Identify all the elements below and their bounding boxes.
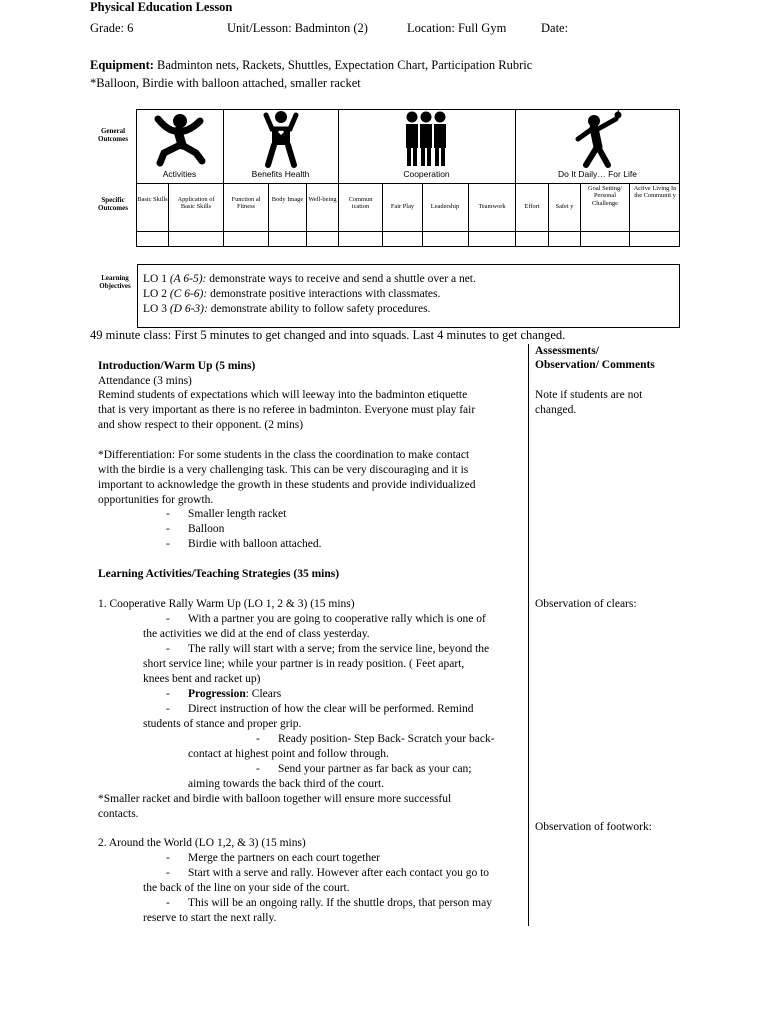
attendance: Attendance (3 mins): [98, 375, 192, 387]
specific-outcome: Goal Setting/ Personal Challenge: [588, 185, 622, 207]
lo-ref: (C 6-6):: [169, 288, 208, 300]
activities-heading: Learning Activities/Teaching Strategies (35 mins): [98, 568, 340, 580]
list-dash: -: [166, 688, 170, 700]
cooperation-figures-icon: [401, 109, 451, 169]
progression-label: Progression: [188, 688, 246, 700]
lo-code: LO 1: [143, 273, 167, 285]
activity-2-title: 2. Around the World (LO 1,2, & 3) (15 mins): [98, 837, 306, 849]
specific-outcome: Fair Play: [390, 203, 415, 210]
general-outcome-benefits-health: Benefits Health: [251, 169, 310, 179]
remind-line: that is very important as there is no referee in badminton. Everyone must play fair: [98, 404, 476, 416]
equipment-label: Equipment:: [90, 58, 154, 72]
lo-2: [143, 287, 440, 302]
specific-outcome: Well-being: [308, 196, 337, 203]
a1-sub1-line: contact at highest point and follow through.: [188, 748, 389, 760]
specific-outcome: Function al Fitness: [231, 196, 261, 211]
table-line: [306, 183, 307, 247]
diff-item: Balloon: [188, 523, 225, 535]
diff-line: with the birdie is a very challenging task. This can be very discouraging and it is: [98, 464, 469, 476]
specific-outcome: Body Image: [271, 196, 304, 203]
lo-ref: (D 6-3):: [169, 303, 208, 315]
column-divider: [528, 344, 529, 926]
a1-note-line: contacts.: [98, 808, 139, 820]
a1-sub2-line: Send your partner as far back as your can;: [278, 763, 472, 775]
a2-b2-line: the back of the line on your side of the court.: [143, 882, 350, 894]
assessment-heading-1: Assessments/: [535, 345, 599, 357]
a1-sub2-line: aiming towards the back third of the court.: [188, 778, 385, 790]
table-line: [422, 183, 423, 247]
date: Date:: [541, 21, 569, 35]
a1-b4-line: Direct instruction of how the clear will be performed. Remind: [188, 703, 474, 715]
list-dash: -: [166, 508, 170, 520]
a2-b3-line: reserve to start the next rally.: [143, 912, 277, 924]
list-dash: -: [256, 763, 260, 775]
diff-line: important to acknowledge the growth in these students and provide individualized: [98, 479, 476, 491]
learning-objectives-label: Learning Objectives: [99, 274, 131, 290]
activities-figure-icon: [150, 111, 210, 167]
a2-b1-line: Merge the partners on each court together: [188, 852, 381, 864]
specific-outcome: Basic Skills: [137, 196, 168, 203]
specific-outcome: Leadership: [430, 203, 460, 210]
list-dash: -: [166, 897, 170, 909]
progression-text: : Clears: [245, 688, 282, 700]
lo-text: demonstrate positive interactions with classmates.: [210, 288, 441, 300]
intro-heading: Introduction/Warm Up (5 mins): [98, 360, 256, 372]
list-dash: -: [166, 867, 170, 879]
assessment-note-1: Note if students are not: [535, 389, 643, 401]
list-dash: -: [166, 538, 170, 550]
table-line: [468, 183, 469, 247]
diff-item: Birdie with balloon attached.: [188, 538, 322, 550]
a1-b4-line: students of stance and proper grip.: [143, 718, 302, 730]
daily-life-figure-icon: [568, 109, 628, 169]
a1-b2-line: knees bent and racket up): [143, 673, 261, 685]
diff-line: opportunities for growth.: [98, 494, 214, 506]
table-line: [168, 183, 169, 247]
lo-code: LO 3: [143, 303, 167, 315]
location: Location: Full Gym: [407, 21, 507, 35]
specific-outcome: Safet y: [555, 203, 574, 210]
table-line: [382, 183, 383, 247]
specific-outcome: Application of Basic Skills: [177, 196, 215, 211]
general-outcomes-label: General Outcomes: [98, 127, 128, 143]
specific-outcome: Commun ication: [348, 196, 373, 211]
table-line: [136, 183, 680, 184]
page-title: Physical Education Lesson: [90, 0, 233, 14]
diff-line: *Differentiation: For some students in the class the coordination to make contact: [98, 449, 470, 461]
lo-text: demonstrate ability to follow safety procedures.: [210, 303, 431, 315]
table-line: [629, 183, 630, 247]
specific-outcome: Teamwork: [478, 203, 506, 210]
equipment-extra: *Balloon, Birdie with balloon attached, smaller racket: [90, 76, 361, 90]
a2-b2-line: Start with a serve and rally. However after each contact you go to: [188, 867, 490, 879]
lo-3: [143, 302, 430, 317]
health-figure-icon: [256, 109, 306, 169]
remind-line: Remind students of expectations which will leeway into the badminton etiquette: [98, 389, 468, 401]
table-line: [580, 183, 581, 247]
lo-ref: (A 6-5):: [169, 273, 207, 285]
unit-lesson: Unit/Lesson: Badminton (2): [227, 21, 368, 35]
lo-1: [143, 272, 476, 287]
list-dash: -: [166, 643, 170, 655]
observation-footwork: Observation of footwork:: [535, 821, 652, 833]
specific-outcome: Active Living In the Communit y: [633, 185, 677, 200]
table-line: [268, 183, 269, 247]
a1-b1-line: With a partner you are going to cooperative rally which is one of: [188, 613, 486, 625]
list-dash: -: [166, 523, 170, 535]
a1-sub1-line: Ready position- Step Back- Scratch your back-: [278, 733, 495, 745]
activity-1-title: 1. Cooperative Rally Warm Up (LO 1, 2 & 3) (15 mins): [98, 598, 355, 610]
diff-item: Smaller length racket: [188, 508, 287, 520]
list-dash: -: [166, 852, 170, 864]
a1-b2-line: short service line; while your partner is in ready position. ( Feet apart,: [143, 658, 465, 670]
grade: Grade: 6: [90, 21, 134, 35]
table-line: [548, 183, 549, 247]
observation-clears: Observation of clears:: [535, 598, 637, 610]
remind-line: and show respect to their opponent. (2 mins): [98, 419, 304, 431]
lo-code: LO 2: [143, 288, 167, 300]
a1-note-line: *Smaller racket and birdie with balloon together will ensure more successful: [98, 793, 452, 805]
equipment-items: Badminton nets, Rackets, Shuttles, Expectation Chart, Participation Rubric: [157, 58, 533, 72]
a2-b3-line: This will be an ongoing rally. If the shuttle drops, that person may: [188, 897, 492, 909]
a1-b2-line: The rally will start with a serve; from the service line, beyond the: [188, 643, 490, 655]
assessment-note-2: changed.: [535, 404, 577, 416]
list-dash: -: [166, 613, 170, 625]
general-outcome-activities: Activities: [162, 169, 197, 179]
general-outcome-cooperation: Cooperation: [403, 169, 450, 179]
list-dash: -: [166, 703, 170, 715]
specific-outcomes-label: Specific Outcomes: [98, 196, 128, 212]
class-timing-note: 49 minute class: First 5 minutes to get changed and into squads. Last 4 minutes to get changed.: [90, 328, 566, 342]
a1-b1-line: the activities we did at the end of class yesterday.: [143, 628, 370, 640]
list-dash: -: [256, 733, 260, 745]
progression-line: [188, 687, 281, 702]
lo-text: demonstrate ways to receive and send a shuttle over a net.: [209, 273, 476, 285]
assessment-heading-2: Observation/ Comments: [535, 359, 655, 371]
specific-outcome: Effort: [524, 203, 540, 210]
equipment-line: [90, 58, 532, 73]
general-outcome-do-it-daily: Do It Daily… For Life: [558, 169, 637, 179]
table-line: [136, 231, 680, 232]
outcomes-table: [136, 109, 680, 247]
